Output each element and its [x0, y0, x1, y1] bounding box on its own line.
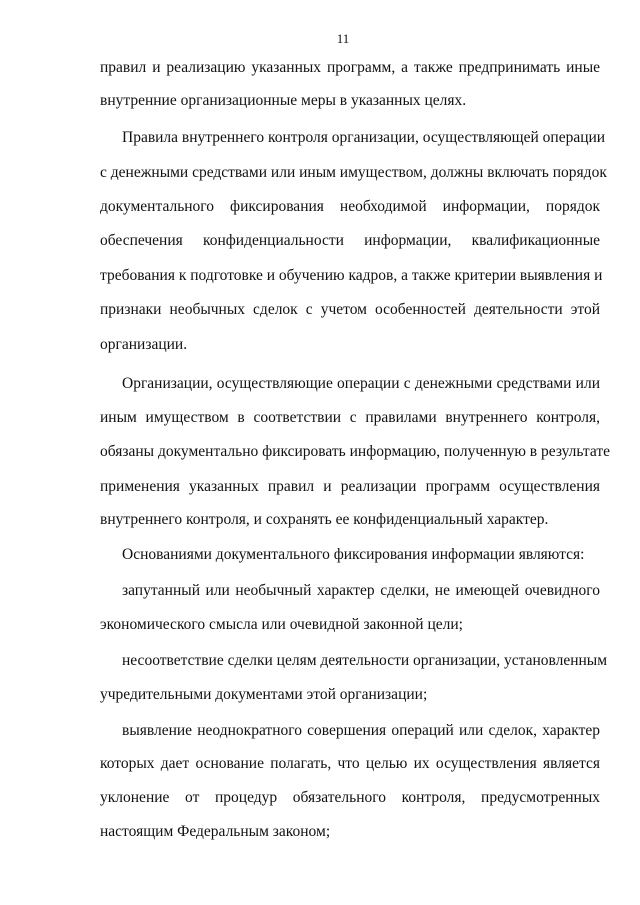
text-line: несоответствие сделки целям деятельности организации, установленным [122, 652, 608, 669]
text-line: Правила внутреннего контроля организации, осуществляющей операции [122, 129, 606, 146]
text-line: учредительными документами этой организации; [100, 686, 428, 703]
text-line: с денежными средствами или иным имуществом, должны включать порядок [100, 164, 607, 181]
text-line: Организации, осуществляющие операции с денежными средствами или [122, 375, 600, 392]
text-line: обязаны документально фиксировать информацию, полученную в результате [100, 443, 610, 460]
text-line: выявление неоднократного совершения операций или сделок, характер [122, 722, 600, 739]
page-number: 11 [336, 31, 350, 46]
text-line: внутреннего контроля, и сохранять ее конфиденциальный характер. [100, 511, 549, 528]
text-line: Основаниями документального фиксирования информации являются: [122, 546, 585, 563]
text-line: применения указанных правил и реализации программ осуществления [100, 478, 600, 495]
text-line: запутанный или необычный характер сделки, не имеющей очевидного [122, 582, 600, 599]
text-line: признаки необычных сделок с учетом особенностей деятельности этой [100, 301, 600, 318]
text-line: обеспечения конфиденциальности информации, квалификационные [100, 232, 600, 249]
text-line: организации. [100, 336, 188, 353]
text-line: уклонение от процедур обязательного контроля, предусмотренных [100, 789, 600, 806]
text-line: требования к подготовке и обучению кадров, а также критерии выявления и [100, 267, 603, 284]
text-line: правил и реализацию указанных программ, а также предпринимать иные [100, 59, 600, 76]
text-line: иным имуществом в соответствии с правилами внутреннего контроля, [100, 409, 600, 426]
text-line: экономического смысла или очевидной законной цели; [100, 616, 463, 633]
text-line: внутренние организационные меры в указанных целях. [100, 92, 467, 109]
text-line: которых дает основание полагать, что целью их осуществления является [100, 755, 600, 772]
text-line: настоящим Федеральным законом; [100, 823, 331, 840]
text-line: документального фиксирования необходимой информации, порядок [100, 198, 600, 215]
